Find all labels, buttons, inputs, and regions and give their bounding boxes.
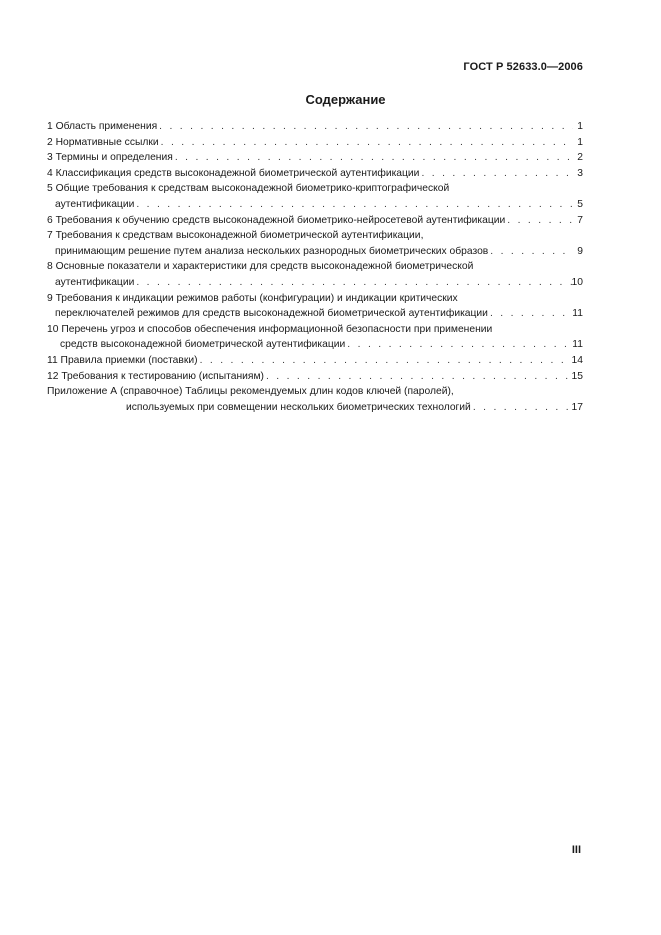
- toc-entry-5[interactable]: [47, 181, 583, 212]
- toc-entry-2[interactable]: [47, 135, 583, 151]
- toc-entry-appendix-a[interactable]: [47, 384, 583, 415]
- dot-leader: [134, 275, 571, 291]
- toc-entry-10[interactable]: [47, 322, 583, 353]
- toc-entry-text: 7 Требования к средствам высоконадежной биометрической аутентификации,: [47, 230, 424, 242]
- toc-title: Содержание: [305, 92, 386, 107]
- toc-page-number: 10: [571, 276, 583, 288]
- toc-entry-text-continued: аутентификации: [55, 276, 135, 288]
- toc-entry-text: 8 Основные показатели и характеристики для средств высоконадежной биометрической: [47, 261, 474, 273]
- toc-entry-11[interactable]: [47, 353, 583, 369]
- toc-entry-8[interactable]: [47, 259, 583, 290]
- toc-entry-text: 1 Область применения: [47, 121, 158, 132]
- dot-leader: [134, 197, 573, 213]
- toc-entry-6[interactable]: [47, 213, 583, 229]
- dot-leader: [157, 119, 573, 135]
- toc-page-number: 7: [577, 214, 583, 226]
- toc-entry-text: 6 Требования к обучению средств высоконадежной биометрико-нейросетевой аутентификации: [47, 214, 506, 226]
- toc-entry-text: 4 Классификация средств высоконадежной биометрической аутентификации: [47, 167, 420, 179]
- toc-entry-text: 3 Термины и определения: [47, 152, 173, 164]
- toc-entry-4[interactable]: [47, 166, 583, 182]
- dot-leader: [471, 400, 572, 416]
- toc-page-number: 14: [571, 354, 583, 366]
- dot-leader: [488, 306, 572, 322]
- toc-entry-12[interactable]: [47, 369, 583, 385]
- toc-page-number: 11: [572, 308, 583, 320]
- toc-entry-text-continued: средств высоконадежной биометрической аутентификации: [60, 339, 346, 351]
- dot-leader: [345, 337, 572, 353]
- toc-page-number: 3: [577, 167, 583, 179]
- dot-leader: [505, 213, 573, 229]
- toc-entry-text: 5 Общие требования к средствам высоконадежной биометрико-криптографической: [47, 183, 450, 195]
- dot-leader: [159, 135, 573, 151]
- toc-page-number: 2: [577, 152, 583, 164]
- toc-entry-text-continued: принимающим решение путем анализа нескольких разнородных биометрических образов: [55, 245, 489, 257]
- toc-entry-text: 9 Требования к индикации режимов работы (конфигурации) и индикации критических: [47, 292, 458, 304]
- document-code: ГОСТ Р 52633.0—2006: [463, 61, 583, 73]
- toc-entry-3[interactable]: [47, 150, 583, 166]
- dot-leader: [173, 150, 573, 166]
- toc-page-number: 5: [577, 198, 583, 210]
- toc-entry-7[interactable]: [47, 228, 583, 259]
- toc-entry-text-continued: используемых при совмещении нескольких биометрических технологий: [126, 401, 471, 413]
- toc-entry-1[interactable]: [47, 119, 583, 135]
- dot-leader: [264, 369, 572, 385]
- toc-entry-text: 11 Правила приемки (поставки): [47, 354, 198, 366]
- toc-entry-text: 12 Требования к тестированию (испытаниям): [47, 370, 264, 382]
- toc-entry-text: 10 Перечень угроз и способов обеспечения информационной безопасности при применении: [47, 323, 493, 335]
- table-of-contents: [47, 119, 583, 415]
- dot-leader: [419, 166, 573, 182]
- dot-leader: [488, 244, 573, 260]
- toc-page-number: 15: [571, 370, 583, 382]
- toc-page-number: 1: [577, 136, 583, 148]
- toc-entry-text: Приложение А (справочное) Таблицы рекомендуемых длин кодов ключей (паролей),: [47, 386, 454, 398]
- toc-entry-9[interactable]: [47, 291, 583, 322]
- toc-entry-text: 2 Нормативные ссылки: [47, 136, 159, 148]
- toc-entry-text-continued: аутентификации: [55, 198, 135, 210]
- toc-page-number: 1: [577, 121, 583, 132]
- toc-page-number: 9: [577, 245, 583, 257]
- toc-entry-text-continued: переключателей режимов для средств высоконадежной биометрической аутентификации: [55, 308, 488, 320]
- dot-leader: [198, 353, 572, 369]
- page-number: III: [571, 844, 581, 856]
- toc-page-number: 11: [572, 339, 583, 351]
- toc-page-number: 17: [571, 401, 583, 413]
